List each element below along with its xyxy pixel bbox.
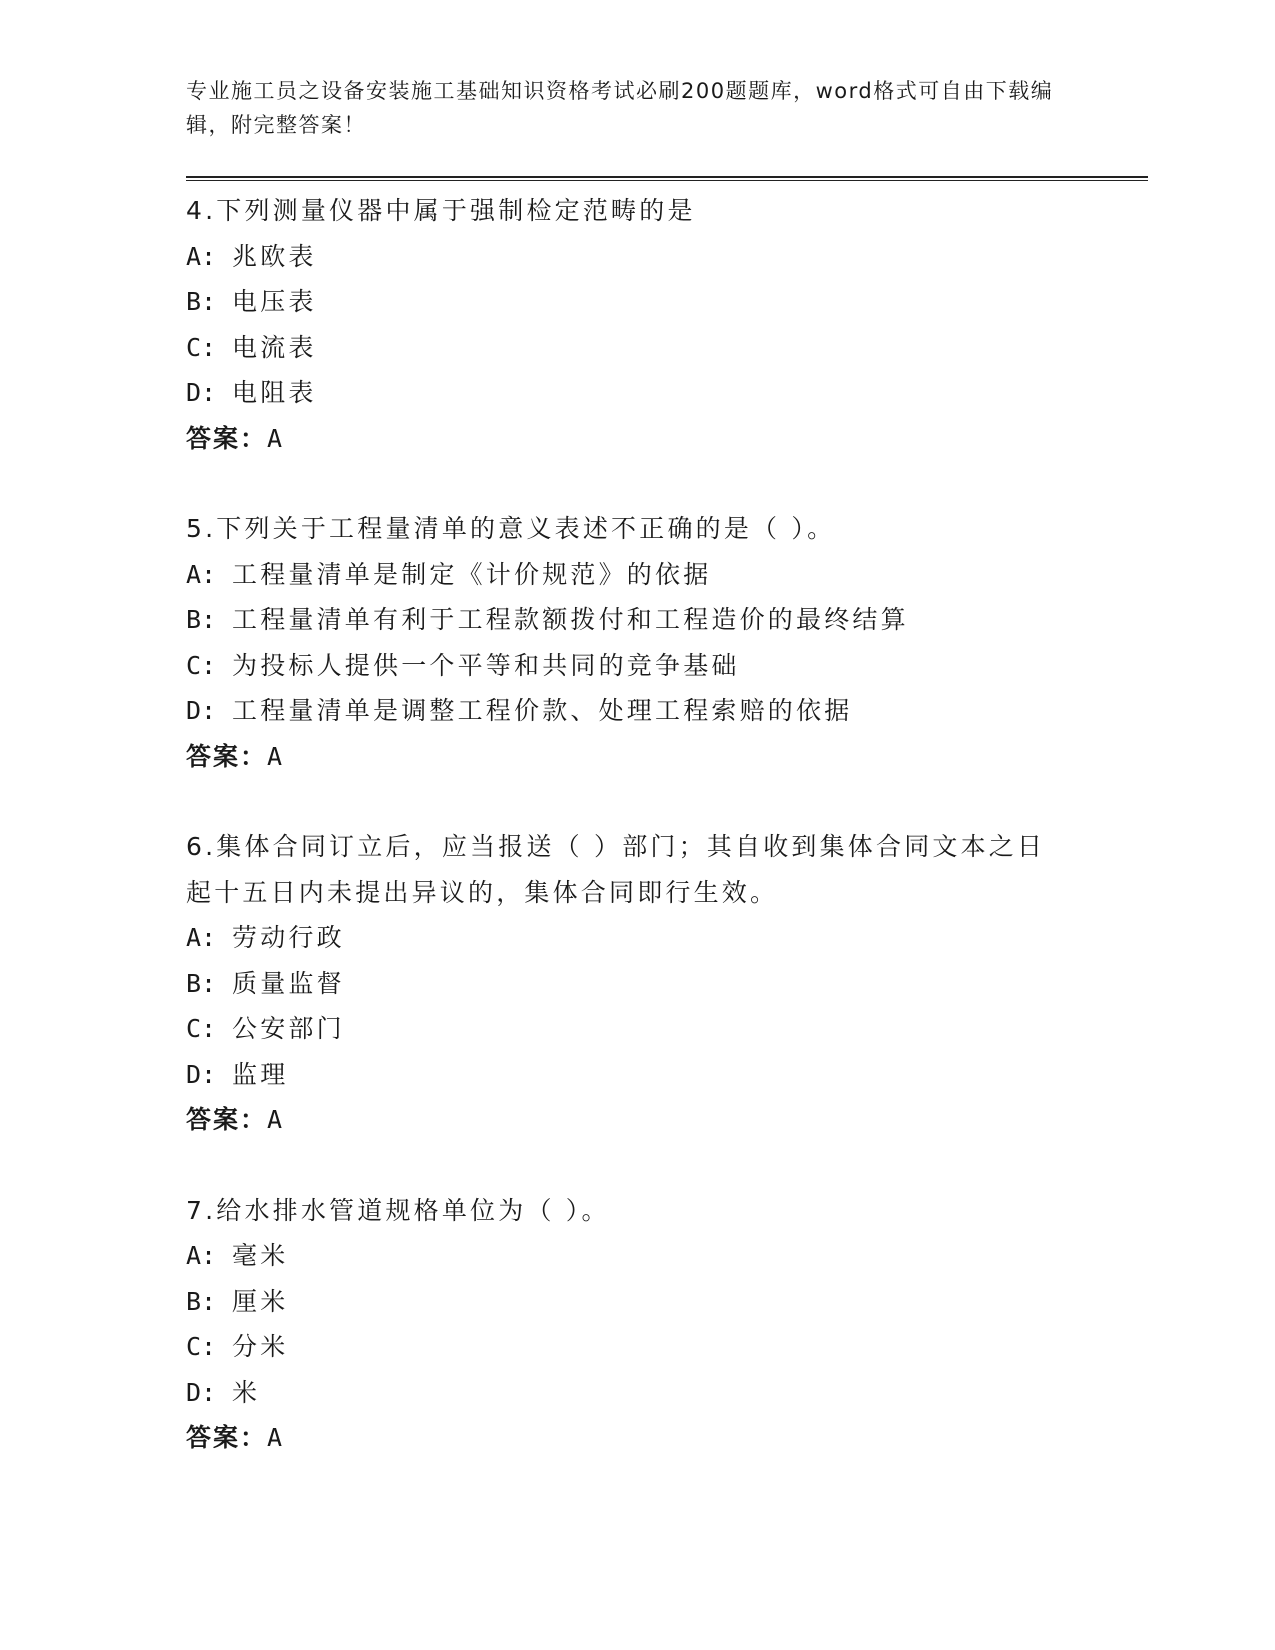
option-text: 分米 (232, 1332, 289, 1361)
option-text: 工程量清单是调整工程价款、处理工程索赔的依据 (232, 696, 853, 725)
option-key: A: (186, 241, 217, 271)
answer-label: 答案： (186, 741, 268, 771)
option-b (186, 1279, 1086, 1325)
question-7 (186, 1188, 1086, 1461)
option-key: B: (186, 287, 217, 316)
option-text: 兆欧表 (232, 241, 317, 271)
option-c (186, 1006, 1086, 1052)
option-key: C: (186, 1014, 217, 1043)
option-b (186, 597, 1086, 643)
answer-value: A (267, 423, 283, 453)
question-4 (186, 188, 1086, 461)
option-d (186, 370, 1086, 416)
option-d (186, 1370, 1086, 1416)
option-c (186, 643, 1086, 689)
option-key: A: (186, 923, 217, 952)
option-key: B: (186, 968, 217, 998)
option-key: D: (186, 1059, 217, 1089)
option-text: 工程量清单有利于工程款额拨付和工程造价的最终结算 (232, 605, 909, 634)
option-key: C: (186, 650, 217, 680)
option-text: 电阻表 (232, 378, 317, 407)
option-key: D: (186, 696, 217, 725)
option-key: D: (186, 1377, 217, 1407)
answer-value: A (267, 1423, 283, 1452)
answer-label: 答案： (186, 1423, 268, 1452)
option-key: A: (186, 1241, 217, 1270)
option-a (186, 915, 1086, 961)
answer-line (186, 1097, 1086, 1143)
answer-label: 答案： (186, 423, 268, 453)
question-stem: 5.下列关于工程量清单的意义表述不正确的是（ ）。 (186, 514, 836, 543)
answer-label: 答案： (186, 1105, 268, 1134)
option-text: 为投标人提供一个平等和共同的竞争基础 (232, 650, 740, 680)
option-b (186, 279, 1086, 325)
option-text: 监理 (232, 1059, 289, 1089)
question-stem: 7.给水排水管道规格单位为（ ）。 (186, 1195, 610, 1225)
option-text: 质量监督 (232, 968, 345, 998)
option-text: 电流表 (232, 332, 317, 362)
option-text: 公安部门 (232, 1014, 345, 1043)
option-a (186, 234, 1086, 280)
option-key: C: (186, 332, 217, 362)
option-key: B: (186, 605, 217, 634)
option-text: 工程量清单是制定《计价规范》的依据 (232, 559, 712, 589)
answer-line (186, 734, 1086, 780)
option-c (186, 325, 1086, 371)
option-d (186, 1052, 1086, 1098)
answer-value: A (267, 1105, 283, 1134)
option-a (186, 552, 1086, 598)
question-5 (186, 506, 1086, 779)
answer-value: A (267, 741, 283, 771)
option-text: 毫米 (232, 1241, 289, 1270)
option-key: D: (186, 378, 217, 407)
question-list (186, 188, 1086, 1506)
option-a (186, 1233, 1086, 1279)
question-stem: 6.集体合同订立后，应当报送（ ）部门；其自收到集体合同文本之日起十五日内未提出异议的，集体合同即行生效。 (186, 832, 1046, 907)
option-text: 米 (232, 1377, 261, 1407)
answer-line (186, 416, 1086, 462)
question-stem: 4.下列测量仪器中属于强制检定范畴的是 (186, 196, 696, 225)
option-key: B: (186, 1286, 217, 1316)
document-intro: 专业施工员之设备安装施工基础知识资格考试必刷200题题库，word格式可自由下载编辑，附完整答案！ (186, 79, 1054, 137)
option-text: 电压表 (232, 287, 317, 316)
question-6 (186, 824, 1086, 1143)
option-b (186, 961, 1086, 1007)
option-key: A: (186, 559, 217, 589)
option-key: C: (186, 1332, 217, 1361)
option-text: 劳动行政 (232, 923, 345, 952)
header-divider (186, 176, 1148, 181)
option-c (186, 1324, 1086, 1370)
option-d (186, 688, 1086, 734)
option-text: 厘米 (232, 1286, 289, 1316)
answer-line (186, 1415, 1086, 1461)
